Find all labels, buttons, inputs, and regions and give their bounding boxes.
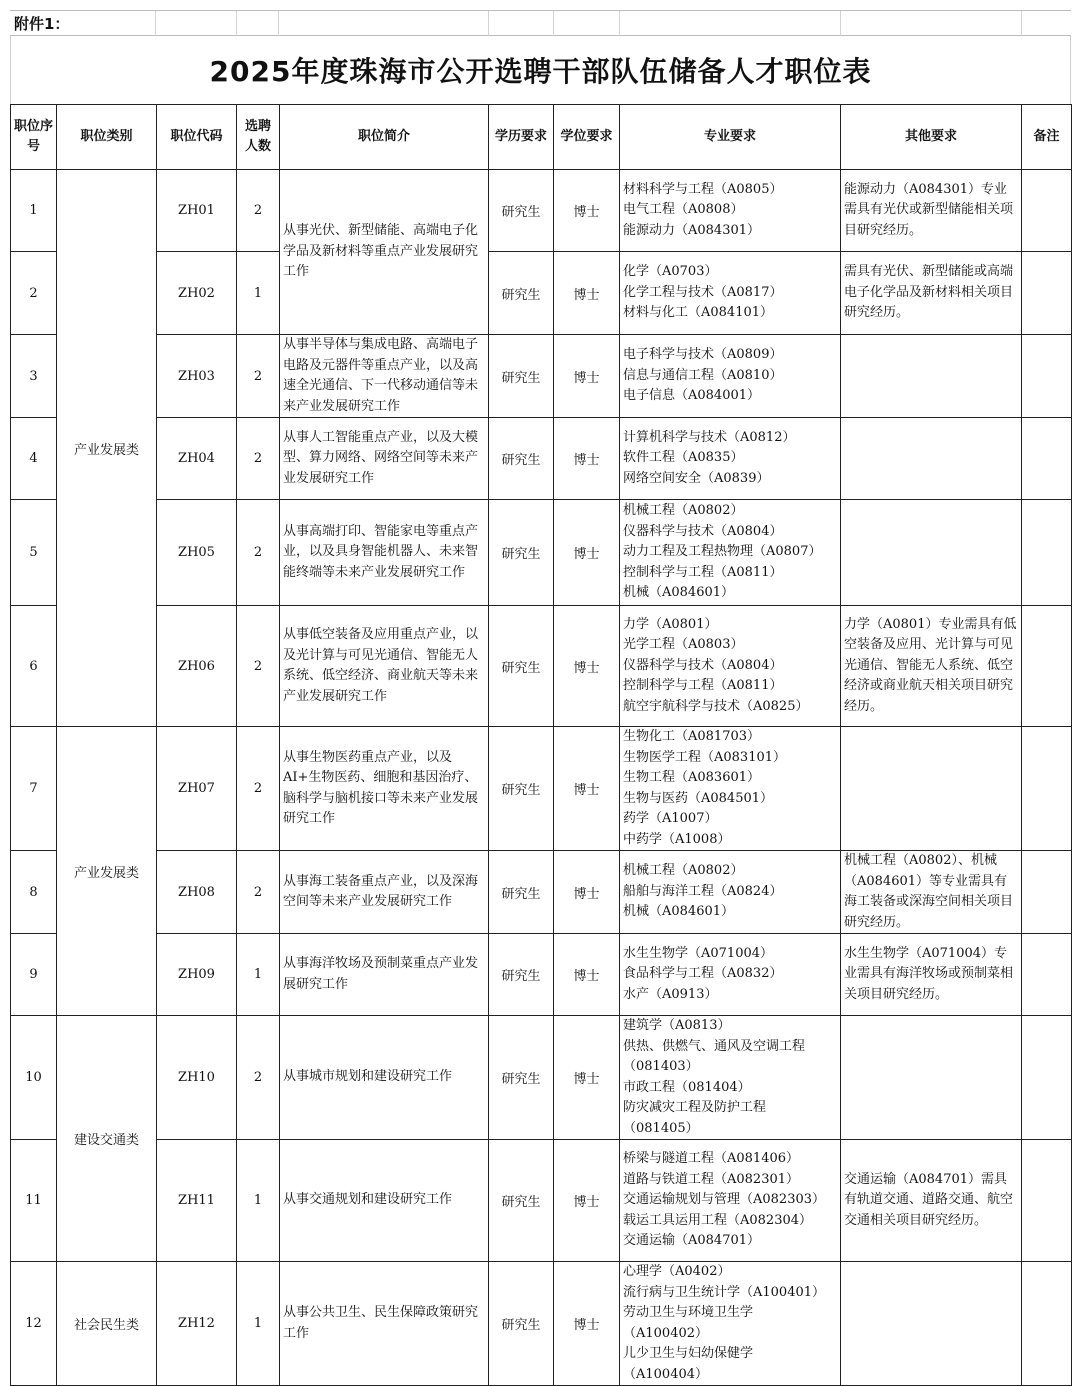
header-major: 专业要求 <box>620 105 841 170</box>
cell-other: 交通运输（A084701）需具有轨道交通、道路交通、航空交通相关项目研究经历。 <box>841 1140 1022 1262</box>
cell-intro: 从事城市规划和建设研究工作 <box>280 1016 489 1140</box>
table-header-row <box>11 105 1072 170</box>
cell-degree: 博士 <box>554 1262 620 1386</box>
grid-line <box>1021 11 1022 36</box>
major-line: 中药学（A1008） <box>623 831 731 847</box>
major-line: 航空宇航科学与技术（A0825） <box>623 698 809 714</box>
major-line: 药学（A1007） <box>623 811 718 826</box>
major-line: 生物医学工程（A083101） <box>623 749 787 765</box>
major-line: 光学工程（A0803） <box>623 637 744 653</box>
attachment-row <box>10 10 1071 36</box>
cell-major <box>620 851 841 934</box>
cell-major <box>620 1016 841 1140</box>
cell-intro: 从事海工装备重点产业，以及深海空间等未来产业发展研究工作 <box>280 851 489 934</box>
major-line: 交通运输规划与管理（A082303） <box>623 1192 826 1208</box>
cell-code: ZH01 <box>157 170 237 252</box>
cell-count: 2 <box>237 1016 280 1140</box>
grid-line <box>155 11 156 36</box>
cell-other <box>841 727 1022 851</box>
cell-remark <box>1022 252 1072 335</box>
major-line: （A100404） <box>623 1366 709 1382</box>
major-line: 桥梁与隧道工程（A081406） <box>623 1151 800 1167</box>
table-row <box>11 170 1072 252</box>
cell-seq: 4 <box>11 418 57 500</box>
table-row <box>11 851 1072 934</box>
major-line: 机械（A084601） <box>623 904 735 920</box>
cell-other <box>841 1016 1022 1140</box>
major-line: 控制科学与工程（A0811） <box>623 564 783 580</box>
cell-seq: 10 <box>11 1016 57 1140</box>
major-line: 水生生物学（A071004） <box>623 945 774 961</box>
cell-degree: 博士 <box>554 252 620 335</box>
cell-intro: 从事半导体与集成电路、高端电子电路及元器件等重点产业，以及高速全光通信、下一代移动通信等未来产业发展研究工作 <box>280 335 489 418</box>
major-line: 食品科学与工程（A0832） <box>623 966 783 982</box>
major-line: 电子信息（A084001） <box>623 388 761 404</box>
cell-major <box>620 252 841 335</box>
cell-degree: 博士 <box>554 1140 620 1262</box>
grid-line <box>236 11 237 36</box>
cell-intro: 从事海洋牧场及预制菜重点产业发展研究工作 <box>280 934 489 1016</box>
cell-other <box>841 1262 1022 1386</box>
title-row <box>10 36 1071 104</box>
cell-count: 2 <box>237 418 280 500</box>
cell-other: 机械工程（A0802）、机械（A084601）等专业需具有海工装备或深海空间相关项目研究经历。 <box>841 851 1022 934</box>
cell-degree: 博士 <box>554 418 620 500</box>
major-line: 化学工程与技术（A0817） <box>623 284 783 300</box>
cell-code: ZH05 <box>157 500 237 606</box>
major-line: 载运工具运用工程（A082304） <box>623 1212 813 1228</box>
major-line: （081403） <box>623 1059 699 1074</box>
cell-other <box>841 500 1022 606</box>
major-line: 水产（A0913） <box>623 986 718 1002</box>
table-row <box>11 335 1072 418</box>
cell-count: 1 <box>237 1140 280 1262</box>
major-line: 软件工程（A0835） <box>623 450 744 466</box>
cell-degree: 博士 <box>554 606 620 727</box>
cell-intro: 从事光伏、新型储能、高端电子化学品及新材料等重点产业发展研究工作 <box>280 170 489 335</box>
major-line: 电子科学与技术（A0809） <box>623 347 783 363</box>
cell-major <box>620 727 841 851</box>
cell-seq: 12 <box>11 1262 57 1386</box>
cell-edu: 研究生 <box>489 1140 554 1262</box>
cell-code: ZH07 <box>157 727 237 851</box>
cell-seq: 8 <box>11 851 57 934</box>
table-row <box>11 934 1072 1016</box>
cell-code: ZH08 <box>157 851 237 934</box>
cell-seq: 2 <box>11 252 57 335</box>
cell-major <box>620 1262 841 1386</box>
cell-code: ZH04 <box>157 418 237 500</box>
table-row <box>11 1262 1072 1386</box>
major-line: 网络空间安全（A0839） <box>623 470 770 486</box>
cell-other: 能源动力（A084301）专业需具有光伏或新型储能相关项目研究经历。 <box>841 170 1022 252</box>
table-row <box>11 500 1072 606</box>
major-line: 生物工程（A083601） <box>623 770 761 785</box>
table-row <box>11 727 1072 851</box>
major-line: 市政工程（081404） <box>623 1079 751 1095</box>
cell-edu: 研究生 <box>489 500 554 606</box>
cell-code: ZH02 <box>157 252 237 335</box>
cell-category: 社会民生类 <box>57 1262 157 1386</box>
cell-remark <box>1022 170 1072 252</box>
major-line: 儿少卫生与妇幼保健学 <box>623 1346 754 1361</box>
cell-intro: 从事生物医药重点产业，以及AI+生物医药、细胞和基因治疗、脑科学与脑机接口等未来产业发展研究工作 <box>280 727 489 851</box>
cell-remark <box>1022 1016 1072 1140</box>
cell-edu: 研究生 <box>489 1016 554 1140</box>
header-intro: 职位简介 <box>280 105 489 170</box>
cell-code: ZH09 <box>157 934 237 1016</box>
major-line: 材料与化工（A084101） <box>623 305 774 321</box>
cell-degree: 博士 <box>554 500 620 606</box>
header-degree: 学位要求 <box>554 105 620 170</box>
cell-count: 2 <box>237 727 280 851</box>
cell-count: 2 <box>237 170 280 252</box>
cell-degree: 博士 <box>554 727 620 851</box>
major-line: 劳动卫生与环境卫生学 <box>623 1305 754 1320</box>
major-line: 机械工程（A0802） <box>623 503 744 519</box>
cell-intro: 从事高端打印、智能家电等重点产业，以及具身智能机器人、未来智能终端等未来产业发展研究工作 <box>280 500 489 606</box>
cell-remark <box>1022 606 1072 727</box>
header-category: 职位类别 <box>57 105 157 170</box>
cell-intro: 从事交通规划和建设研究工作 <box>280 1140 489 1262</box>
major-line: （A100402） <box>623 1325 709 1341</box>
cell-other <box>841 335 1022 418</box>
major-line: 机械（A084601） <box>623 585 735 601</box>
cell-edu: 研究生 <box>489 335 554 418</box>
header-remark: 备注 <box>1022 105 1072 170</box>
attachment-label: 附件1： <box>14 15 70 33</box>
header-code: 职位代码 <box>157 105 237 170</box>
cell-code: ZH10 <box>157 1016 237 1140</box>
cell-seq: 1 <box>11 170 57 252</box>
cell-category: 建设交通类 <box>57 1016 157 1262</box>
major-line: 动力工程及工程热物理（A0807） <box>623 544 822 560</box>
cell-edu: 研究生 <box>489 606 554 727</box>
cell-intro: 从事公共卫生、民生保障政策研究工作 <box>280 1262 489 1386</box>
header-other: 其他要求 <box>841 105 1022 170</box>
major-line: 材料科学与工程（A0805） <box>623 181 783 197</box>
cell-other: 力学（A0801）专业需具有低空装备及应用、光计算与可见光通信、智能无人系统、低空经济或商业航天相关项目研究经历。 <box>841 606 1022 727</box>
cell-edu: 研究生 <box>489 252 554 335</box>
cell-seq: 7 <box>11 727 57 851</box>
major-line: 计算机科学与技术（A0812） <box>623 429 796 445</box>
cell-intro: 从事人工智能重点产业，以及大模型、算力网络、网络空间等未来产业发展研究工作 <box>280 418 489 500</box>
cell-count: 2 <box>237 606 280 727</box>
cell-seq: 9 <box>11 934 57 1016</box>
cell-remark <box>1022 1140 1072 1262</box>
cell-edu: 研究生 <box>489 1262 554 1386</box>
cell-edu: 研究生 <box>489 170 554 252</box>
major-line: 信息与通信工程（A0810） <box>623 367 783 383</box>
cell-degree: 博士 <box>554 851 620 934</box>
table-row <box>11 418 1072 500</box>
cell-major <box>620 335 841 418</box>
cell-seq: 6 <box>11 606 57 727</box>
cell-category: 产业发展类 <box>57 170 157 727</box>
cell-remark <box>1022 727 1072 851</box>
cell-major <box>620 418 841 500</box>
major-line: 仪器科学与技术（A0804） <box>623 657 783 673</box>
positions-table <box>10 104 1072 1386</box>
major-line: 防灾减灾工程及防护工程 <box>623 1100 767 1115</box>
major-line: 供热、供燃气、通风及空调工程 <box>623 1038 806 1054</box>
grid-line <box>553 11 554 36</box>
cell-remark <box>1022 500 1072 606</box>
header-edu: 学历要求 <box>489 105 554 170</box>
major-line: 电气工程（A0808） <box>623 202 744 218</box>
cell-major <box>620 934 841 1016</box>
cell-degree: 博士 <box>554 170 620 252</box>
cell-code: ZH06 <box>157 606 237 727</box>
cell-count: 2 <box>237 851 280 934</box>
table-row <box>11 1140 1072 1262</box>
cell-edu: 研究生 <box>489 418 554 500</box>
major-line: 力学（A0801） <box>623 616 718 632</box>
cell-seq: 11 <box>11 1140 57 1262</box>
grid-line <box>840 11 841 36</box>
major-line: 化学（A0703） <box>623 264 718 280</box>
major-line: 控制科学与工程（A0811） <box>623 678 783 694</box>
cell-other: 需具有光伏、新型储能或高端电子化学品及新材料相关项目研究经历。 <box>841 252 1022 335</box>
major-line: 机械工程（A0802） <box>623 863 744 879</box>
cell-count: 1 <box>237 934 280 1016</box>
major-line: 生物化工（A081703） <box>623 729 761 744</box>
major-line: 道路与铁道工程（A082301） <box>623 1171 800 1187</box>
cell-seq: 5 <box>11 500 57 606</box>
header-seq: 职位序号 <box>11 105 57 170</box>
cell-remark <box>1022 418 1072 500</box>
cell-edu: 研究生 <box>489 934 554 1016</box>
cell-code: ZH11 <box>157 1140 237 1262</box>
cell-intro: 从事低空装备及应用重点产业，以及光计算与可见光通信、智能无人系统、低空经济、商业航天等未来产业发展研究工作 <box>280 606 489 727</box>
cell-edu: 研究生 <box>489 851 554 934</box>
cell-major <box>620 500 841 606</box>
grid-line <box>278 11 279 36</box>
major-line: 交通运输（A084701） <box>623 1233 761 1249</box>
cell-remark <box>1022 1262 1072 1386</box>
cell-count: 2 <box>237 335 280 418</box>
cell-degree: 博士 <box>554 1016 620 1140</box>
cell-major <box>620 1140 841 1262</box>
cell-seq: 3 <box>11 335 57 418</box>
cell-remark <box>1022 934 1072 1016</box>
table-row <box>11 606 1072 727</box>
grid-line <box>619 11 620 36</box>
cell-major <box>620 170 841 252</box>
cell-code: ZH12 <box>157 1262 237 1386</box>
cell-edu: 研究生 <box>489 727 554 851</box>
cell-remark <box>1022 851 1072 934</box>
major-line: 仪器科学与技术（A0804） <box>623 523 783 539</box>
cell-other <box>841 418 1022 500</box>
major-line: 船舶与海洋工程（A0824） <box>623 883 783 899</box>
cell-count: 2 <box>237 500 280 606</box>
cell-count: 1 <box>237 1262 280 1386</box>
cell-major <box>620 606 841 727</box>
cell-code: ZH03 <box>157 335 237 418</box>
cell-remark <box>1022 335 1072 418</box>
major-line: 心理学（A0402） <box>623 1264 731 1279</box>
grid-line <box>488 11 489 36</box>
table-row <box>11 1016 1072 1140</box>
header-count: 选聘人数 <box>237 105 280 170</box>
cell-category: 产业发展类 <box>57 727 157 1016</box>
table-row <box>11 252 1072 335</box>
cell-other: 水生生物学（A071004）专业需具有海洋牧场或预制菜相关项目研究经历。 <box>841 934 1022 1016</box>
major-line: 能源动力（A084301） <box>623 222 761 238</box>
major-line: 流行病与卫生统计学（A100401） <box>623 1284 826 1300</box>
cell-degree: 博士 <box>554 335 620 418</box>
major-line: （081405） <box>623 1120 699 1136</box>
page-title: 2025年度珠海市公开选聘干部队伍储备人才职位表 <box>209 55 872 88</box>
major-line: 建筑学（A0813） <box>623 1018 731 1033</box>
major-line: 生物与医药（A084501） <box>623 790 774 806</box>
cell-degree: 博士 <box>554 934 620 1016</box>
cell-count: 1 <box>237 252 280 335</box>
